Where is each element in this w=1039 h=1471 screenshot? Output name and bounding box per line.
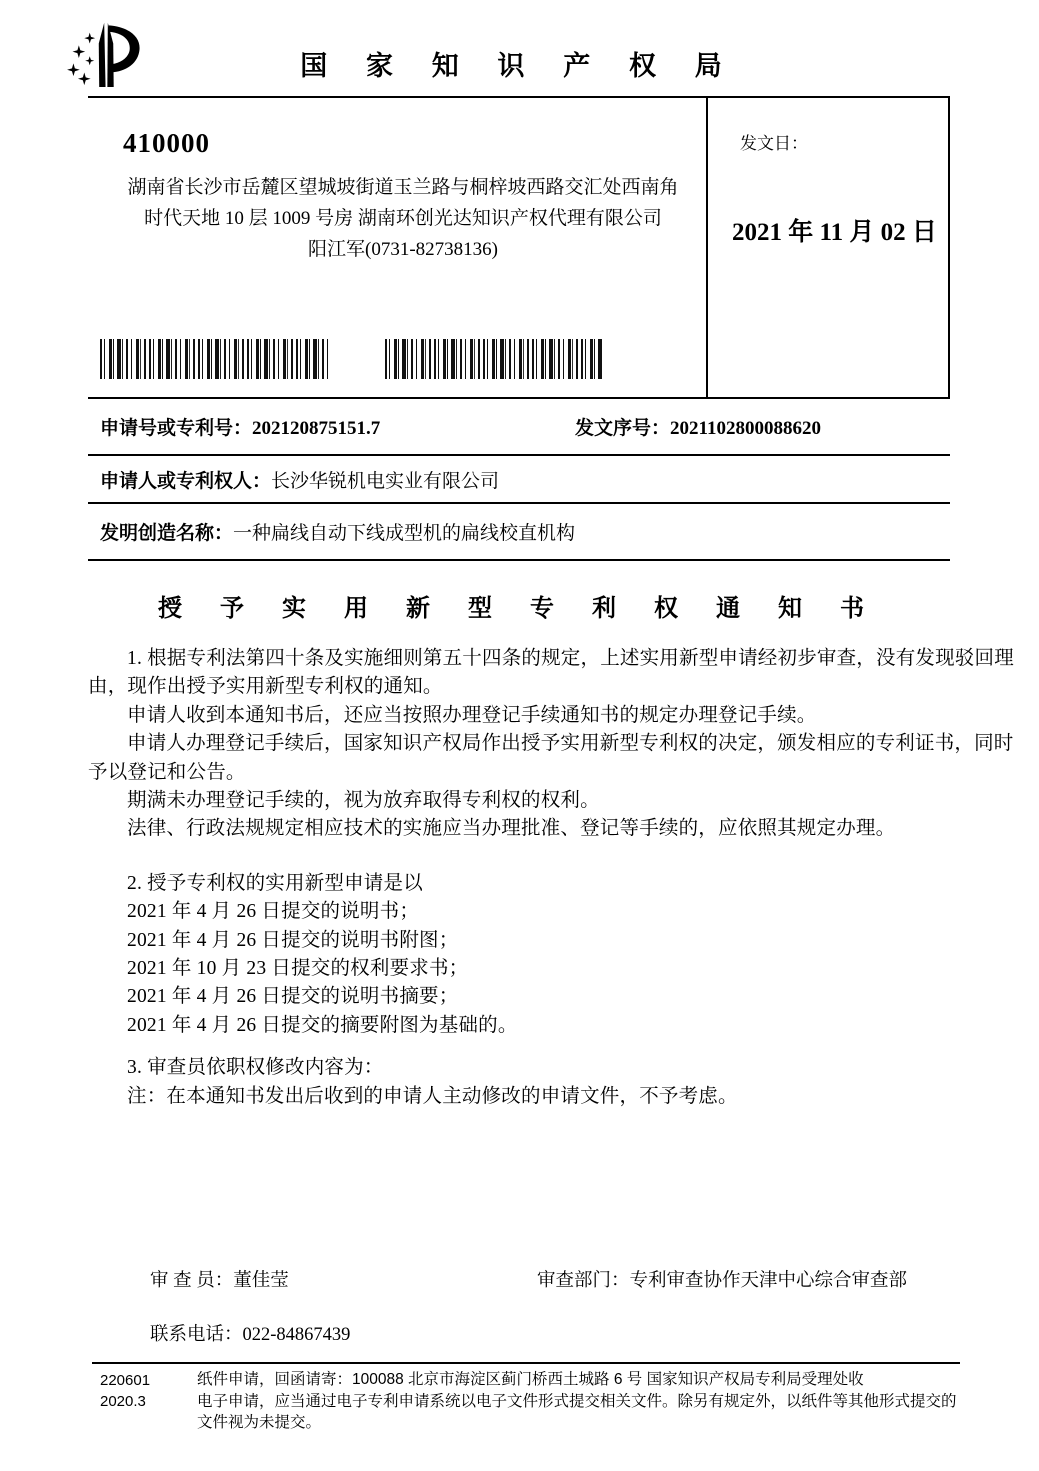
footer-line-1: 纸件申请，回函请寄：100088 北京市海淀区蓟门桥西土城路 6 号 国家知识产权局专利局受理处收 [197, 1371, 864, 1388]
serial-number-label: 发文序号： [575, 417, 671, 439]
dispatch-date-label: 发文日： [740, 134, 808, 153]
serial-number-value: 2021102800088620 [670, 417, 821, 439]
notice-title: 授 予 实 用 新 型 专 利 权 通 知 书 [158, 596, 880, 622]
address-line-3: 阳江军(0731-82738136) [308, 239, 498, 260]
dispatch-date-box [706, 97, 950, 397]
examiner-name: 董佳莹 [233, 1271, 289, 1291]
footer-form-version: 2020.3 [100, 1393, 146, 1410]
barcode-application-number [100, 339, 332, 379]
application-number-cell [88, 413, 380, 440]
invention-title-row [88, 504, 950, 561]
body-line: 2021 年 4 月 26 日提交的说明书摘要； [127, 986, 459, 1008]
body-line: 注：在本通知书发出后收到的申请人主动修改的申请文件，不予考虑。 [127, 1085, 738, 1107]
body-line: 2021 年 4 月 26 日提交的说明书附图； [127, 929, 459, 951]
body-line: 2. 授予专利权的实用新型申请是以 [127, 872, 423, 894]
body-line: 3. 审查员依职权修改内容为： [127, 1057, 384, 1079]
phone-row [150, 1320, 350, 1346]
invention-title-value: 一种扁线自动下线成型机的扁线校直机构 [233, 523, 576, 544]
examiner-label: 审 查 员： [150, 1271, 234, 1291]
body-line: 申请人收到本通知书后，还应当按照办理登记手续通知书的规定办理登记手续。 [127, 704, 817, 726]
applicant-cell [88, 466, 499, 493]
postal-code: 410000 [123, 128, 210, 158]
barcode-serial-number [385, 339, 603, 379]
footer-doc-code: 220601 [100, 1372, 151, 1389]
phone-value: 022-84867439 [242, 1325, 351, 1345]
address-line-2: 时代天地 10 层 1009 号房 湖南环创光达知识产权代理有限公司 [144, 208, 662, 229]
notice-body [88, 645, 1014, 1111]
body-line: 2021 年 10 月 23 日提交的权利要求书； [127, 958, 469, 980]
body-line: 期满未办理登记手续的，视为放弃取得专利权的权利。 [127, 790, 600, 812]
recipient-address-block [100, 128, 706, 265]
footer-instructions [197, 1369, 997, 1434]
invention-title-label: 发明创造名称： [100, 523, 234, 544]
body-line: 予以登记和公告。 [88, 761, 246, 783]
dispatch-date-value: 2021 年 11 月 02 日 [732, 219, 937, 246]
footer-line-3: 文件视为未提交。 [197, 1414, 322, 1431]
application-number-label: 申请号或专利号： [100, 417, 253, 439]
examiner-row [150, 1266, 289, 1292]
body-line: 2021 年 4 月 26 日提交的说明书； [127, 901, 420, 923]
department-label: 审查部门： [537, 1271, 630, 1291]
invention-title-cell [88, 518, 575, 545]
footer-codes [100, 1370, 150, 1412]
body-line: 申请人办理登记手续后，国家知识产权局作出授予实用新型专利权的决定，颁发相应的专利证书，同时 [127, 733, 1014, 755]
body-line: 1. 根据专利法第四十条及实施细则第五十四条的规定，上述实用新型申请经初步审查，没有发现驳回理 [127, 648, 1014, 669]
body-line: 法律、行政法规规定相应技术的实施应当办理批准、登记等手续的，应依照其规定办理。 [127, 818, 896, 840]
address-line-1: 湖南省长沙市岳麓区望城坡街道玉兰路与桐梓坡西路交汇处西南角 [127, 177, 679, 198]
application-number-row [88, 398, 950, 456]
agency-title: 国 家 知 识 产 权 局 [300, 51, 738, 81]
serial-number-cell [563, 413, 821, 440]
application-number-value: 202120875151.7 [252, 417, 381, 439]
applicant-value: 长沙华锐机电实业有限公司 [271, 470, 500, 492]
applicant-row [88, 456, 950, 504]
footer-line-2: 电子申请，应当通过电子专利申请系统以电子文件形式提交相关文件。除另有规定外，以纸件等其他形式提交的 [197, 1392, 957, 1410]
body-line: 2021 年 4 月 26 日提交的摘要附图为基础的。 [127, 1014, 518, 1036]
department-value: 专利审查协作天津中心综合审查部 [629, 1271, 908, 1291]
body-line: 由，现作出授予实用新型专利权的通知。 [88, 676, 443, 698]
footer-rule [92, 1362, 960, 1364]
department-row [537, 1266, 907, 1292]
phone-label: 联系电话： [150, 1325, 243, 1345]
applicant-label: 申请人或专利权人： [100, 470, 272, 492]
